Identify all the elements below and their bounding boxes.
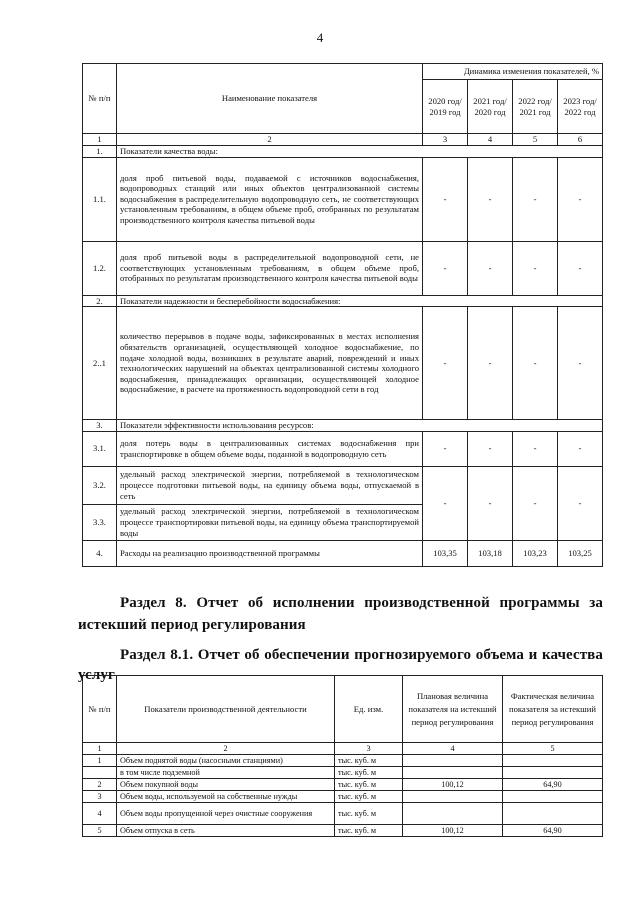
col-number: 5 xyxy=(513,134,558,146)
indicator-value: 103,18 xyxy=(468,540,513,566)
header-name: Показатели производственной деятельности xyxy=(117,676,335,743)
header-period: 2023 год/ 2022 год xyxy=(558,80,603,134)
indicator-value: - xyxy=(513,307,558,420)
section-title: Показатели качества воды: xyxy=(117,146,603,158)
header-actual: Фактическая величина показателя за истекший период регулирования xyxy=(503,676,603,743)
actual-value xyxy=(503,755,603,767)
col-number: 2 xyxy=(117,134,423,146)
indicator-value: 103,25 xyxy=(558,540,603,566)
indicator-value: 103,23 xyxy=(513,540,558,566)
activity-unit: тыс. куб. м xyxy=(335,779,403,791)
quality-indicators-table xyxy=(82,63,603,567)
indicator-value: - xyxy=(468,241,513,295)
header-num: № п/п xyxy=(83,64,117,134)
col-number: 4 xyxy=(468,134,513,146)
col-number: 2 xyxy=(117,743,335,755)
indicator-name: удельный расход электрической энергии, потребляемой в технологическом процессе транспортировки питьевой воды, на единицу объема транспортируемой воды xyxy=(117,504,423,540)
indicator-name: количество перерывов в подаче воды, зафиксированных в местах исполнения обязательств организацией, осуществляющей холодное водоснабжение, по подаче холодной воды, возникших в результате аварий, повреждений и иных технологических нарушений на объектах централизованной системы холодного водоснабжения, принадлежащих организации, осуществляющей холодное водоснабжение, в расчете на протяженность водопроводной сети в год xyxy=(117,307,423,420)
indicator-value: - xyxy=(423,307,468,420)
indicator-name: доля потерь воды в централизованных системах водоснабжения при транспортировке в общем объеме воды, поданной в водопроводную сеть xyxy=(117,431,423,466)
actual-value: 64,90 xyxy=(503,779,603,791)
indicator-value: - xyxy=(513,157,558,241)
col-number: 1 xyxy=(83,134,117,146)
col-number: 5 xyxy=(503,743,603,755)
indicator-value: - xyxy=(423,241,468,295)
indicator-value: - xyxy=(423,466,468,540)
activity-name: Объем покупной воды xyxy=(117,779,335,791)
row-num: 3. xyxy=(83,420,117,432)
header-period: 2020 год/ 2019 год xyxy=(423,80,468,134)
row-num: 1.1. xyxy=(83,157,117,241)
indicator-value: - xyxy=(468,431,513,466)
indicator-value: - xyxy=(513,241,558,295)
production-activity-table xyxy=(82,675,603,837)
indicator-value: - xyxy=(558,466,603,540)
actual-value xyxy=(503,803,603,825)
header-unit: Ед. изм. xyxy=(335,676,403,743)
indicator-value: - xyxy=(468,307,513,420)
planned-value xyxy=(403,791,503,803)
row-num: 3.3. xyxy=(83,504,117,540)
section-title: Показатели эффективности использования ресурсов: xyxy=(117,420,603,432)
indicator-value: - xyxy=(468,157,513,241)
activity-unit: тыс. куб. м xyxy=(335,803,403,825)
activity-unit: тыс. куб. м xyxy=(335,825,403,837)
activity-unit: тыс. куб. м xyxy=(335,767,403,779)
actual-value xyxy=(503,767,603,779)
row-num: 1 xyxy=(83,755,117,767)
activity-name: Объем отпуска в сеть xyxy=(117,825,335,837)
row-num: 1.2. xyxy=(83,241,117,295)
col-number: 3 xyxy=(423,134,468,146)
row-num: 5 xyxy=(83,825,117,837)
page-number: 4 xyxy=(316,30,324,45)
row-num: 2..1 xyxy=(83,307,117,420)
indicator-name: доля проб питьевой воды, подаваемой с источников водоснабжения, водопроводных станций или иных объектов централизованной системы водоснабжения в распределительную водопроводную сеть, не соответствующих установленным требованиям, в общем объеме проб, отобранных по результатам производственного контроля качества питьевой воды xyxy=(117,157,423,241)
col-number: 3 xyxy=(335,743,403,755)
row-num: 3 xyxy=(83,791,117,803)
row-num: 2 xyxy=(83,779,117,791)
header-planned: Плановая величина показателя на истекший период регулирования xyxy=(403,676,503,743)
actual-value xyxy=(503,791,603,803)
activity-name: в том числе подземной xyxy=(117,767,335,779)
indicator-value: - xyxy=(468,466,513,540)
indicator-value: - xyxy=(558,157,603,241)
row-num: 2. xyxy=(83,295,117,307)
actual-value: 64,90 xyxy=(503,825,603,837)
row-num: 1. xyxy=(83,146,117,158)
row-num xyxy=(83,767,117,779)
row-num: 4. xyxy=(83,540,117,566)
indicator-value: - xyxy=(558,307,603,420)
row-num: 3.1. xyxy=(83,431,117,466)
header-name: Наименование показателя xyxy=(117,64,423,134)
planned-value xyxy=(403,803,503,825)
planned-value xyxy=(403,755,503,767)
planned-value: 100,12 xyxy=(403,825,503,837)
activity-unit: тыс. куб. м xyxy=(335,791,403,803)
planned-value xyxy=(403,767,503,779)
header-period: 2021 год/ 2020 год xyxy=(468,80,513,134)
section-8-heading: Раздел 8. Отчет об исполнении производственной программы за истекший период регулирования xyxy=(78,595,603,633)
header-dynamics: Динамика изменения показателей, % xyxy=(423,64,603,80)
indicator-name: удельный расход электрической энергии, потребляемой в технологическом процессе подготовки питьевой воды, на единицу объема воды, отпускаемой в сеть xyxy=(117,466,423,504)
indicator-value: - xyxy=(423,431,468,466)
col-number: 1 xyxy=(83,743,117,755)
indicator-name: доля проб питьевой воды в распределительной водопроводной сети, не соответствующих установленным требованиям, в общем объеме проб, отобранных по результатам производственного контроля качества питьевой воды xyxy=(117,241,423,295)
indicator-value: 103,35 xyxy=(423,540,468,566)
section-8-1-heading: Раздел 8.1. Отчет об обеспечении прогнозируемого объема и качества услуг xyxy=(78,647,603,683)
planned-value: 100,12 xyxy=(403,779,503,791)
activity-name: Объем воды, используемой на собственные нужды xyxy=(117,791,335,803)
header-num: № п/п xyxy=(83,676,117,743)
indicator-value: - xyxy=(513,431,558,466)
activity-name: Объем воды пропущенной через очистные сооружения xyxy=(117,803,335,825)
row-num: 3.2. xyxy=(83,466,117,504)
col-number: 4 xyxy=(403,743,503,755)
indicator-name: Расходы на реализацию производственной программы xyxy=(117,540,423,566)
row-num: 4 xyxy=(83,803,117,825)
section-title: Показатели надежности и бесперебойности водоснабжения: xyxy=(117,295,603,307)
indicator-value: - xyxy=(558,241,603,295)
col-number: 6 xyxy=(558,134,603,146)
activity-name: Объем поднятой воды (насосными станциями) xyxy=(117,755,335,767)
indicator-value: - xyxy=(423,157,468,241)
indicator-value: - xyxy=(558,431,603,466)
activity-unit: тыс. куб. м xyxy=(335,755,403,767)
indicator-value: - xyxy=(513,466,558,540)
header-period: 2022 год/ 2021 год xyxy=(513,80,558,134)
